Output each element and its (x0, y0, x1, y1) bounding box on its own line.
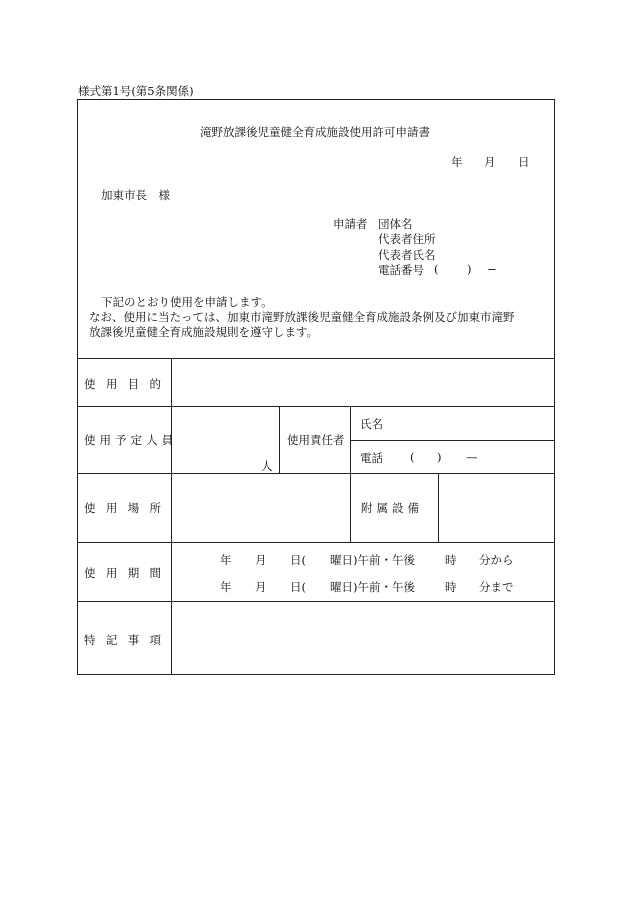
form-number-label: 様式第1号(第5条関係) (78, 84, 194, 98)
statement-line-2: なお、使用に当たっては、加東市滝野放課後児童健全育成施設条例及び加東市滝野 (89, 310, 515, 324)
statement-line-1: 下記のとおり使用を申請します。 (101, 295, 273, 309)
applicant-phone-dash: − (487, 262, 497, 276)
remarks-label: 特記事項 (84, 633, 172, 647)
period-start-minute: 分から (479, 553, 514, 567)
period-end-year: 年 (220, 580, 232, 594)
row-divider-name-phone (350, 440, 555, 441)
date-month: 月 (484, 155, 496, 169)
period-start-year: 年 (220, 553, 232, 567)
responsible-label: 使用責任者 (287, 433, 345, 447)
responsible-phone-label: 電話 (360, 451, 383, 465)
period-start-month: 月 (255, 553, 267, 567)
period-end-hour: 時 (445, 580, 457, 594)
rep-address-label: 代表者住所 (378, 232, 436, 246)
applicant-phone-label: 電話番号 (378, 263, 424, 277)
column-divider-equipment (438, 473, 439, 542)
period-start-weekday: 曜日)午前・午後 (330, 553, 415, 567)
row-divider-people (77, 473, 555, 474)
date-year: 年 (451, 155, 463, 169)
people-unit: 人 (261, 459, 273, 473)
column-divider-responsible (350, 406, 351, 542)
place-label: 使用場所 (84, 501, 172, 515)
rep-name-label: 代表者氏名 (378, 248, 436, 262)
applicant-phone-close: ) (467, 262, 472, 276)
row-divider-period (77, 601, 555, 602)
planned-people-label: 使用予定人員 (84, 433, 178, 447)
addressee: 加東市長 様 (101, 188, 170, 202)
responsible-name-label: 氏名 (360, 417, 383, 431)
period-start-hour: 時 (445, 553, 457, 567)
group-name-label: 団体名 (378, 217, 413, 231)
period-end-weekday: 曜日)午前・午後 (330, 580, 415, 594)
row-divider-purpose (77, 406, 555, 407)
period-end-minute: 分まで (479, 580, 514, 594)
date-day: 日 (518, 155, 530, 169)
applicant-phone-open: ( (434, 262, 439, 276)
period-end-day: 日( (290, 580, 306, 594)
statement-line-3: 放課後児童健全育成施設規則を遵守します。 (89, 325, 319, 339)
equipment-label: 附属設備 (361, 501, 424, 515)
period-label: 使用期間 (84, 566, 172, 580)
applicant-label: 申請者 (333, 217, 368, 231)
period-start-day: 日( (290, 553, 306, 567)
purpose-label: 使用目的 (84, 377, 172, 391)
form-title: 滝野放課後児童健全育成施設使用許可申請書 (200, 125, 430, 139)
row-divider-place (77, 542, 555, 543)
responsible-phone-dash: — (466, 450, 478, 464)
period-end-month: 月 (255, 580, 267, 594)
table-top-border (77, 358, 555, 359)
column-divider-people (279, 406, 280, 473)
responsible-phone-close: ) (437, 450, 442, 464)
responsible-phone-open: ( (410, 450, 415, 464)
